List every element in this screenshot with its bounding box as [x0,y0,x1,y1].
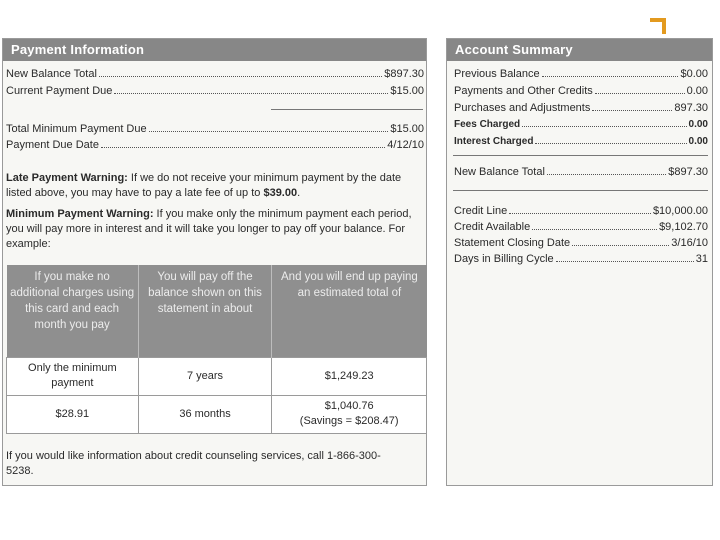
min-payment-value: $15.00 [390,123,424,135]
divider [453,155,708,156]
minimum-payment-warning [6,207,424,252]
new-balance-label: New Balance Total [6,68,97,80]
summary-row: Statement Closing Date 3/16/10 [454,237,708,249]
late-payment-warning: Late Payment Warning: If we do not receive your minimum payment by the date listed above, you may have to pay a late fee of up to $39.00. [6,172,402,199]
due-date-label: Payment Due Date [6,139,99,151]
late-warning-title: Late Payment Warning: [6,172,128,184]
late-warning-text: If we do not receive your minimum payment by the date listed above, you may have to pay a late fee of up to [6,172,402,199]
credit-counseling-note: If you would like information about credit counseling services, call 1-866-300-5238. [6,450,381,477]
new-balance-value: $897.30 [384,68,424,80]
summary-row: Interest Charged 0.00 [454,136,708,147]
due-date-value: 4/12/10 [387,139,424,151]
summary-new-balance-row: New Balance Total $897.30 [454,166,708,178]
col-header-total: And you will end up paying an estimated total of [272,265,427,357]
payoff-table [6,265,427,434]
row-total: $1,249.23 [272,357,427,395]
min-warning-text: If you make only the minimum payment each period, you will pay more in interest and it will take you longer to pay off your balance. For example: [6,208,412,250]
current-payment-row [6,85,424,97]
summary-row: Days in Billing Cycle 31 [454,253,708,265]
payoff-table-header [7,265,427,357]
row-total: $1,040.76 (Savings = $208.47) [272,395,427,433]
table-row [7,395,427,433]
divider [453,190,708,191]
corner-bracket-icon [650,18,666,34]
min-warning-title: Minimum Payment Warning: [6,208,154,220]
account-summary-panel [446,38,713,486]
summary-row: Payments and Other Credits 0.00 [454,85,708,97]
summary-row: Fees Charged 0.00 [454,119,708,130]
account-summary-title: Account Summary [447,39,712,61]
row-time: 7 years [138,357,272,395]
summary-row: Purchases and Adjustments 897.30 [454,102,708,114]
min-payment-row [6,123,424,135]
summary-row: Credit Available $9,102.70 [454,221,708,233]
due-date-row [6,139,424,151]
divider [271,109,423,110]
current-payment-value: $15.00 [390,85,424,97]
summary-row: Previous Balance $0.00 [454,68,708,80]
summary-row: Credit Line $10,000.00 [454,205,708,217]
payment-information-panel [2,38,427,486]
row-time: 36 months [138,395,272,433]
new-balance-row [6,68,424,80]
col-header-payoff-time: You will pay off the balance shown on this statement in about [138,265,272,357]
table-row [7,357,427,395]
min-payment-label: Total Minimum Payment Due [6,123,147,135]
row-payment: Only the minimum payment [7,357,139,395]
payment-information-title: Payment Information [3,39,426,61]
current-payment-label: Current Payment Due [6,85,113,97]
savings-note: (Savings = $208.47) [299,415,399,427]
late-fee-amount: $39.00 [263,187,298,199]
row-payment: $28.91 [7,395,139,433]
col-header-payment: If you make no additional charges using this card and each month you pay [7,265,139,357]
